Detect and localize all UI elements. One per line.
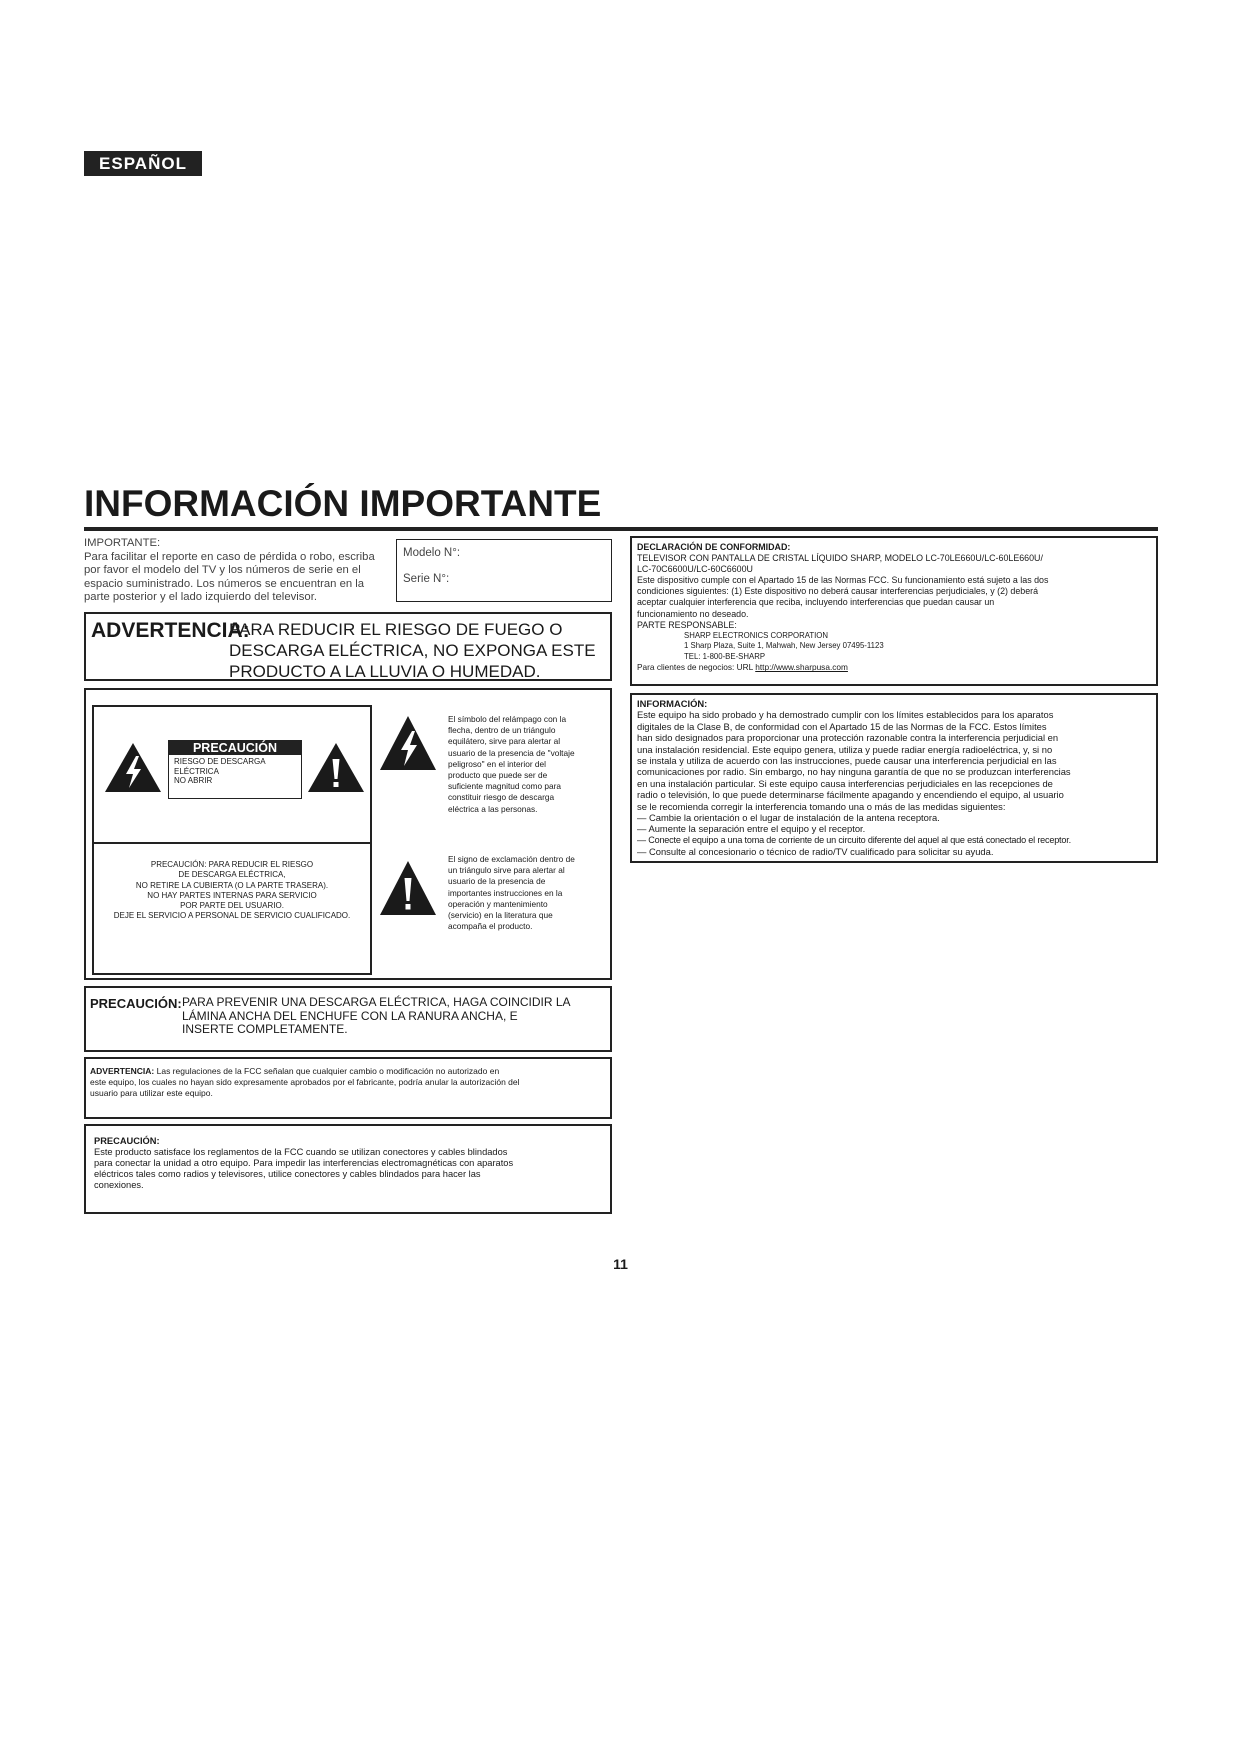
information-line: — Conecte el equipo a una toma de corriente de un circuito diferente del aquel al que está conectado el receptor. [637, 834, 1071, 845]
information-line: se le recomienda corregir la interferencia tomando una o más de las medidas siguientes: [637, 800, 1006, 812]
information-line: Este equipo ha sido probado y ha demostrado cumplir con los límites establecidos para los aparatos [637, 709, 1054, 721]
important-line: Para facilitar el reporte en caso de pérdida o robo, escriba [84, 550, 375, 563]
lightning-explanation [448, 714, 608, 815]
exclamation-line: (servicio) en la literatura que [448, 910, 553, 921]
plug-caution-box [84, 986, 612, 1052]
conformity-line: LC-70C6600U/LC-60C6600U [637, 564, 753, 575]
cable-caution-line: para conectar la unidad a otro equipo. Para impedir las interferencias electromagnéticas con aparatos [94, 1158, 514, 1168]
information-line: una instalación residencial. Este equipo genera, utiliza y puede radiar energía radioeléctrica, y, si no [637, 743, 1053, 755]
important-line: parte posterior y el lado izquierdo del televisor. [84, 591, 317, 603]
conformity-line: condiciones siguientes: (1) Este dispositivo no deberá causar interferencias perjudiciales, y (2) deberá [637, 586, 1039, 597]
cable-caution-line: eléctricos tales como radios y televisores, utilice conectores y cables blindados para hacer las [94, 1169, 481, 1179]
exclamation-warning-icon [307, 742, 365, 793]
information-box [630, 693, 1158, 863]
plug-caution-line: INSERTE COMPLETAMENTE. [182, 1022, 348, 1036]
warning-label: ADVERTENCIA: [91, 619, 250, 642]
information-line: han sido designados para proporcionar una protección razonable contra la interferencia perjudicial en [637, 732, 1059, 744]
cable-caution-box [84, 1124, 612, 1214]
responsible-party-line: TEL: 1-800-BE-SHARP [684, 651, 766, 661]
lightning-line: producto que puede ser de [448, 770, 548, 781]
caution-banner-box [168, 740, 302, 799]
language-tab: ESPAÑOL [84, 151, 202, 176]
serial-number-label: Serie N°: [403, 573, 450, 585]
exclamation-explanation [448, 854, 608, 932]
safety-symbols-panel [84, 688, 612, 980]
plug-caution-text [182, 996, 571, 1037]
plug-caution-label: PRECAUCIÓN: [90, 996, 182, 1011]
caution-label-box [92, 705, 372, 975]
important-heading: IMPORTANTE: [84, 537, 161, 549]
business-url-prefix: Para clientes de negocios: URL [637, 662, 753, 673]
caution-sub-line: NO ABRIR [174, 776, 213, 785]
fcc-warning-text [90, 1066, 520, 1099]
information-line: — Consulte al concesionario o técnico de radio/TV cualificado para solicitar su ayuda. [637, 846, 994, 858]
caution-sub-line: RIESGO DE DESCARGA [174, 757, 266, 766]
responsible-party [637, 631, 1048, 663]
information-heading: INFORMACIÓN: [637, 698, 708, 709]
lightning-line: eléctrica a las personas. [448, 803, 538, 814]
conformity-line: aceptar cualquier interferencia que reciba, incluyendo interferencias que puedan causar un [637, 597, 995, 608]
lightning-line: equilátero, sirve para alertar al [448, 736, 561, 747]
fire-warning-box [84, 612, 612, 681]
information-line: — Aumente la separación entre el equipo y el receptor. [637, 823, 866, 835]
page-title: INFORMACIÓN IMPORTANTE [84, 483, 602, 524]
important-note [84, 537, 384, 605]
information-text [637, 698, 1071, 858]
conformity-box [630, 536, 1158, 686]
lightning-line: suficiente magnitud como para [448, 781, 561, 792]
lightning-line: peligroso" en el interior del [448, 758, 546, 769]
warning-text [229, 619, 596, 682]
conformity-heading: DECLARACIÓN DE CONFORMIDAD: [637, 542, 791, 552]
information-line: radio o televisión, lo que puede determinarse fácilmente apagando y encendiendo el equipo, al usuario [637, 789, 1064, 801]
fcc-warning-first-line: Las regulaciones de la FCC señalan que cualquier cambio o modificación no autorizado en [156, 1066, 500, 1076]
information-line: comunicaciones por radio. Sin embargo, no hay ninguna garantía de que no se produzcan interferencias [637, 766, 1071, 778]
cable-caution-line: conexiones. [94, 1180, 144, 1190]
warning-line: PRODUCTO A LA LLUVIA O HUMEDAD. [229, 662, 541, 681]
lightning-line: constituir riesgo de descarga [448, 792, 555, 803]
model-number-label: Modelo N°: [403, 547, 461, 559]
conformity-line: Este dispositivo cumple con el Apartado 15 de las Normas FCC. Su funcionamiento está sujeto a las dos [637, 575, 1049, 586]
warning-line: DESCARGA ELÉCTRICA, NO EXPONGA ESTE [229, 641, 596, 660]
plug-caution-line: PARA PREVENIR UNA DESCARGA ELÉCTRICA, HAGA COINCIDIR LA [182, 995, 571, 1009]
lightning-line: usuario de la presencia de "voltaje [448, 747, 575, 758]
exclamation-line: un triángulo sirve para alertar al [448, 865, 565, 876]
cable-caution-text [94, 1136, 602, 1191]
information-line: se instala y utiliza de acuerdo con las instrucciones, puede causar una interferencia perjudicial en las [637, 755, 1057, 767]
caution-body-line: PRECAUCIÓN: PARA REDUCIR EL RIESGO [150, 860, 314, 869]
exclamation-line: El signo de exclamación dentro de [448, 854, 575, 864]
important-line: por favor el modelo del TV y los números de serie en el [84, 564, 361, 576]
lightning-warning-icon [104, 742, 162, 793]
caution-body-line: DE DESCARGA ELÉCTRICA, [178, 870, 286, 880]
fcc-warning-line: este equipo, los cuales no hayan sido expresamente aprobados por el fabricante, podría anular la autorización del [90, 1077, 520, 1087]
exclamation-line: acompaña el producto. [448, 921, 533, 932]
warning-line: PARA REDUCIR EL RIESGO DE FUEGO O [229, 620, 563, 639]
fcc-warning-box [84, 1057, 612, 1119]
conformity-text [637, 542, 1048, 673]
cable-caution-heading: PRECAUCIÓN: [94, 1136, 160, 1146]
model-serial-box [396, 539, 612, 602]
exclamation-line: operación y mantenimiento [448, 898, 548, 909]
plug-caution-line: LÁMINA ANCHA DEL ENCHUFE CON LA RANURA ANCHA, E [182, 1008, 518, 1023]
page-number: 11 [613, 1256, 628, 1272]
caution-sub-text [169, 755, 301, 786]
caution-divider [94, 842, 370, 844]
conformity-line: PARTE RESPONSABLE: [637, 619, 737, 630]
conformity-line: TELEVISOR CON PANTALLA DE CRISTAL LÍQUIDO SHARP, MODELO LC-70LE660U/LC-60LE660U/ [637, 553, 1043, 564]
caution-body-line: NO HAY PARTES INTERNAS PARA SERVICIO [147, 890, 317, 900]
lightning-line: flecha, dentro de un triángulo [448, 725, 556, 736]
caution-body-line: POR PARTE DEL USUARIO. [180, 901, 284, 911]
cable-caution-line: Este producto satisface los reglamentos de la FCC cuando se utilizan conectores y cables blindados [94, 1147, 508, 1157]
information-line: — Cambie la orientación o el lugar de instalación de la antena receptora. [637, 812, 940, 824]
caution-body-line: NO RETIRE LA CUBIERTA (O LA PARTE TRASERA). [135, 880, 329, 890]
exclamation-line: usuario de la presencia de [448, 876, 546, 887]
conformity-line: funcionamiento no deseado. [637, 608, 749, 619]
fcc-warning-line: usuario para utilizar este equipo. [90, 1088, 213, 1098]
responsible-party-line: 1 Sharp Plaza, Suite 1, Mahwah, New Jersey 07495-1123 [684, 641, 884, 651]
information-line: en una instalación particular. Si este equipo causa interferencias perjudiciales en las recepciones de [637, 777, 1053, 789]
important-line: espacio suministrado. Los números se encuentran en la [84, 577, 365, 590]
lightning-line: El símbolo del relámpago con la [448, 714, 567, 724]
caution-body-line: DEJE EL SERVICIO A PERSONAL DE SERVICIO CUALIFICADO. [113, 911, 351, 921]
caution-banner: PRECAUCIÓN [169, 741, 301, 755]
exclamation-symbol-icon [379, 860, 437, 916]
sharp-url-link[interactable]: http://www.sharpusa.com [755, 662, 848, 673]
exclamation-line: importantes instrucciones en la [448, 887, 563, 898]
information-line: digitales de la Clase B, de conformidad con el Apartado 15 de las Normas de la FCC. Estos límites [637, 720, 1047, 732]
fcc-warning-label: ADVERTENCIA: [90, 1066, 155, 1076]
caution-sub-line: ELÉCTRICA [174, 766, 219, 776]
lightning-symbol-icon [379, 715, 437, 771]
caution-body [94, 860, 370, 922]
responsible-party-line: SHARP ELECTRONICS CORPORATION [684, 630, 828, 640]
title-divider [84, 527, 1158, 531]
